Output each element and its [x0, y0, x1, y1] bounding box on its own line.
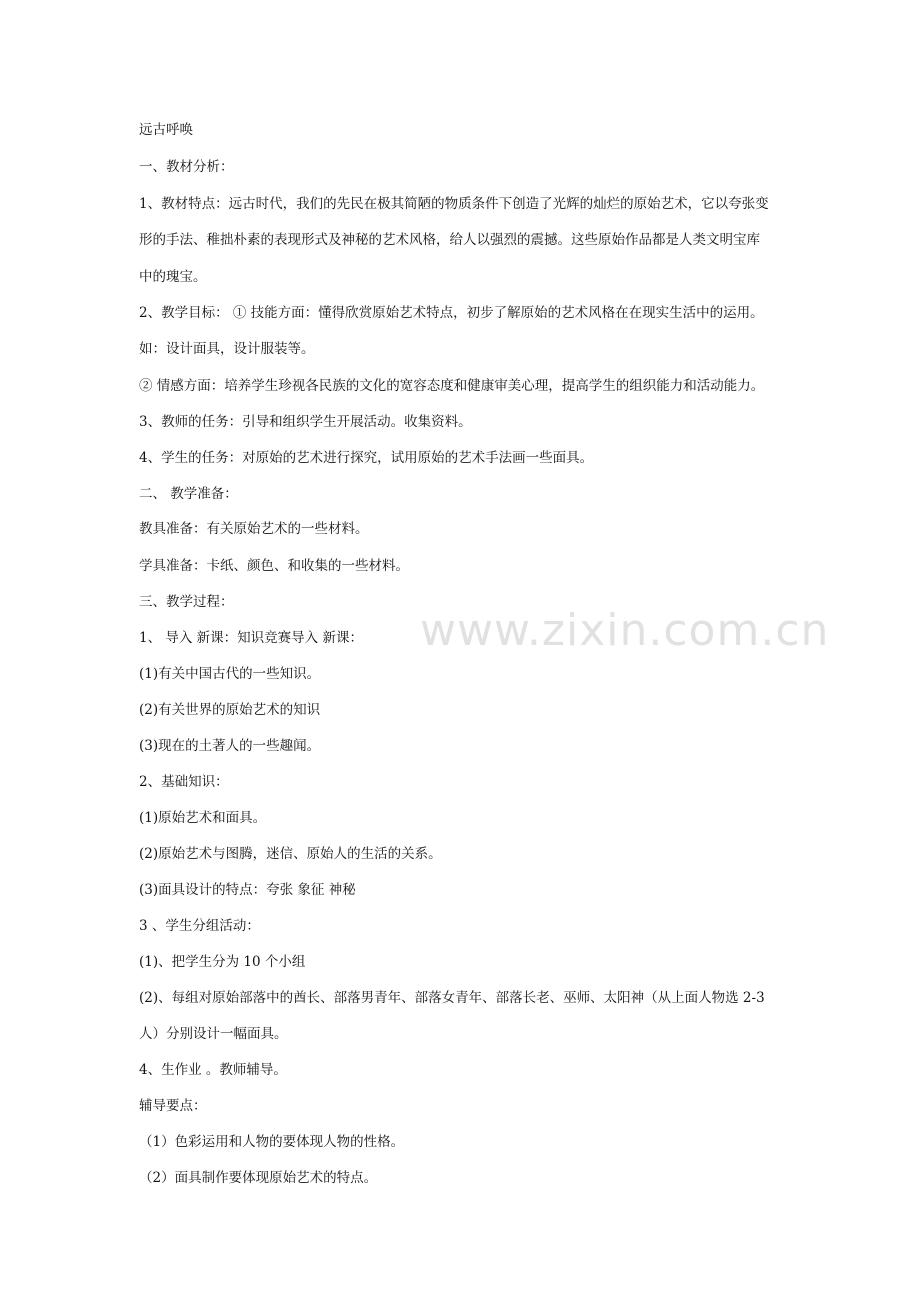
- section-heading-analysis: 一、教材分析：: [139, 159, 234, 175]
- paragraph-line: 4、生作业 。教师辅导。: [139, 1062, 287, 1078]
- paragraph-line: 4、学生的任务：对原始的艺术进行探究，试用原始的艺术手法画一些面具。: [139, 450, 594, 466]
- list-item: (1)有关中国古代的一些知识。: [139, 666, 321, 682]
- list-item: （1）色彩运用和人物的要体现人物的性格。: [139, 1134, 405, 1150]
- list-item: (2)原始艺术与图腾，迷信、原始人的生活的关系。: [139, 846, 442, 862]
- paragraph-line: 中的瑰宝。: [139, 269, 207, 285]
- paragraph-line: 2、基础知识：: [139, 774, 229, 790]
- list-item: (3)现在的土著人的一些趣闻。: [139, 738, 321, 754]
- document-title: 远古呼唤: [139, 122, 193, 138]
- paragraph-line: 教具准备：有关原始艺术的一些材料。: [139, 521, 369, 537]
- list-item: (3)面具设计的特点：夸张 象征 神秘: [139, 882, 356, 898]
- paragraph-line: 人）分别设计一幅面具。: [139, 1026, 288, 1042]
- list-item: (2)有关世界的原始艺术的知识: [139, 702, 321, 718]
- section-heading-process: 三、教学过程：: [139, 594, 234, 610]
- paragraph-line: 辅导要点：: [139, 1098, 207, 1114]
- paragraph-line: ② 情感方面：培养学生珍视各民族的文化的宽容态度和健康审美心理，提高学生的组织能力和活动能力。: [139, 378, 765, 394]
- section-heading-preparation: 二、 教学准备：: [139, 486, 238, 502]
- paragraph-line: 3 、学生分组活动：: [139, 918, 260, 934]
- list-item: (1)、把学生分为 10 个小组: [139, 954, 306, 970]
- list-item: (2)、每组对原始部落中的酋长、部落男青年、部落女青年、部落长老、巫师、太阳神（从上面人物选 2-3: [139, 990, 765, 1006]
- paragraph-line: 3、教师的任务：引导和组织学生开展活动。收集资料。: [139, 414, 472, 430]
- paragraph-line: 学具准备：卡纸、颜色、和收集的一些材料。: [139, 558, 409, 574]
- paragraph-line: 2、教学目标： ① 技能方面：懂得欣赏原始艺术特点，初步了解原始的艺术风格在在现实生活中的运用。: [139, 305, 764, 321]
- paragraph-line: 1、教材特点：远古时代，我们的先民在极其简陋的物质条件下创造了光辉的灿烂的原始艺术，它以夸张变: [139, 196, 769, 212]
- list-item: （2）面具制作要体现原始艺术的特点。: [139, 1170, 378, 1186]
- paragraph-line: 形的手法、稚拙朴素的表现形式及神秘的艺术风格，给人以强烈的震撼。这些原始作品都是人类文明宝库: [139, 232, 760, 248]
- watermark-text: www.zixin.com.cn: [420, 605, 830, 656]
- paragraph-line: 如：设计面具，设计服装等。: [139, 341, 315, 357]
- paragraph-line: 1、 导入 新课：知识竞赛导入 新课：: [139, 630, 363, 646]
- list-item: (1)原始艺术和面具。: [139, 810, 267, 826]
